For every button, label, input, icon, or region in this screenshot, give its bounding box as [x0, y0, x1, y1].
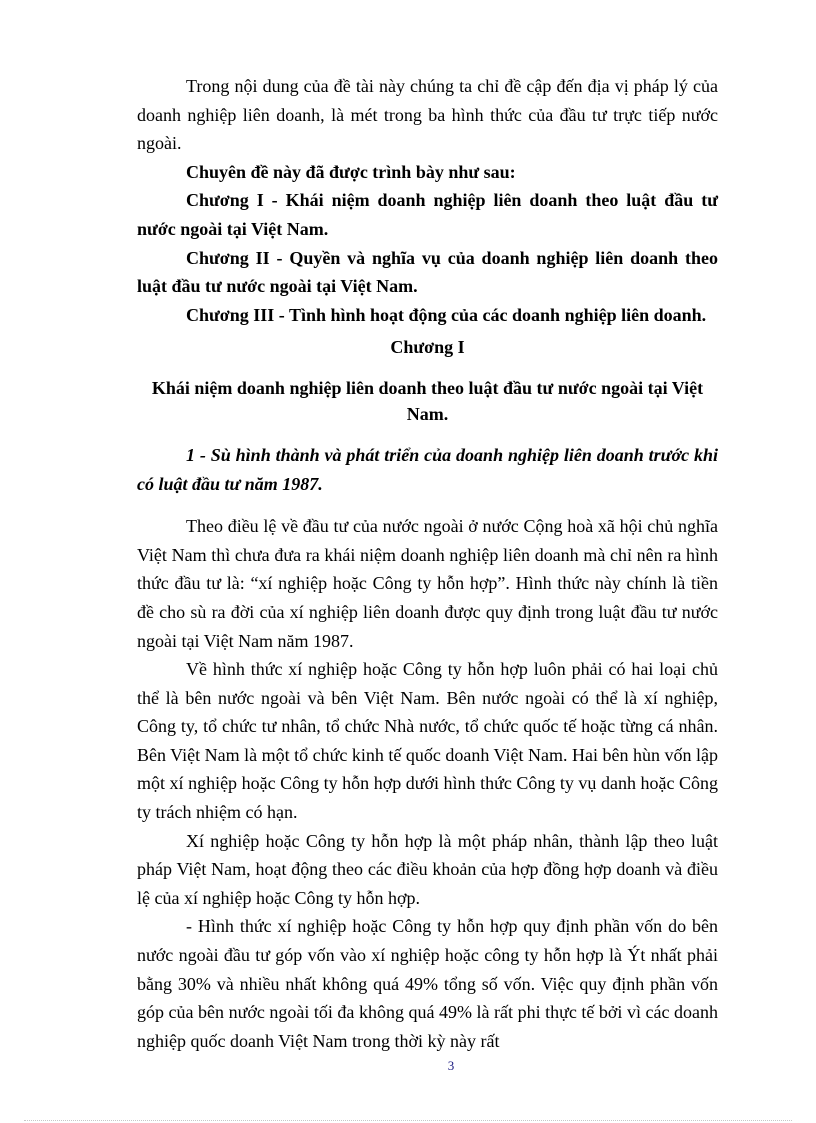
body-paragraph-4: - Hình thức xí nghiệp hoặc Công ty hỗn hợp quy định phần vốn do bên nước ngoài đầu tư góp vốn vào xí nghiệp hoặc công ty hỗn hợp là Ýt nhất phải bằng 30% và nhiều nhất không quá 49% tổng số vốn. Việc quy định phần vốn góp của bên nước ngoài tối đa không quá 49% là rất phi thực tế bởi vì các doanh nghiệp quốc doanh Việt Nam trong thời kỳ này rất	[137, 916, 718, 1051]
outline-chapter-1: Chương I - Khái niệm doanh nghiệp liên doanh theo luật đầu tư nước ngoài tại Việt Nam.	[137, 190, 718, 239]
outline-intro: Chuyên đề này đã được trình bày như sau:	[186, 161, 516, 182]
chapter-heading: Chương I	[390, 337, 465, 358]
body-paragraph-3: Xí nghiệp hoặc Công ty hỗn hợp là một pháp nhân, thành lập theo luật pháp Việt Nam, hoạt động theo các điều khoản của hợp đồng hợp doanh và điều lệ của xí nghiệp hoặc Công ty hỗn hợp.	[137, 830, 718, 908]
body-paragraph-1: Theo điều lệ về đầu tư của nước ngoài ở nước Cộng hoà xã hội chủ nghĩa Việt Nam thì chưa đưa ra khái niệm doanh nghiệp liên doanh mà chỉ nên ra hình thức đầu tư là: “xí nghiệp hoặc Công ty hỗn hợp”. Hình thức này chính là tiền đề cho sù ra đời của xí nghiệp liên doanh được quy định trong luật đầu tư nước ngoài tại Việt Nam năm 1987.	[137, 516, 718, 651]
section-heading: 1 - Sù hình thành và phát triển của doanh nghiệp liên doanh trước khi có luật đầu tư năm 1987.	[137, 444, 718, 494]
document-page	[137, 72, 718, 1055]
chapter-title: Khái niệm doanh nghiệp liên doanh theo luật đầu tư nước ngoài tại Việt Nam.	[151, 377, 704, 424]
outline-chapter-3: Chương III - Tình hình hoạt động của các doanh nghiệp liên doanh.	[186, 304, 707, 325]
intro-paragraph: Trong nội dung của đề tài này chúng ta chỉ đề cập đến địa vị pháp lý của doanh nghiệp liên doanh, là mét trong ba hình thức của đầu tư trực tiếp nước ngoài.	[137, 76, 718, 154]
outline-chapter-2: Chương II - Quyền và nghĩa vụ của doanh nghiệp liên doanh theo luật đầu tư nước ngoài tại Việt Nam.	[137, 247, 718, 297]
page-number: 3	[447, 1058, 455, 1073]
body-paragraph-2: Về hình thức xí nghiệp hoặc Công ty hỗn hợp luôn phải có hai loại chủ thể là bên nước ngoài và bên Việt Nam. Bên nước ngoài có thể là xí nghiệp, Công ty, tổ chức tư nhân, tổ chức Nhà nước, tổ chức quốc tế hoặc từng cá nhân. Bên Việt Nam là một tổ chức kinh tế quốc doanh Việt Nam. Hai bên hùn vốn lập một xí nghiệp hoặc Công ty hỗn hợp dưới hình thức Công ty vụ danh hoặc Công ty trách nhiệm có hạn.	[137, 659, 718, 823]
page-bottom-divider	[24, 1120, 792, 1121]
